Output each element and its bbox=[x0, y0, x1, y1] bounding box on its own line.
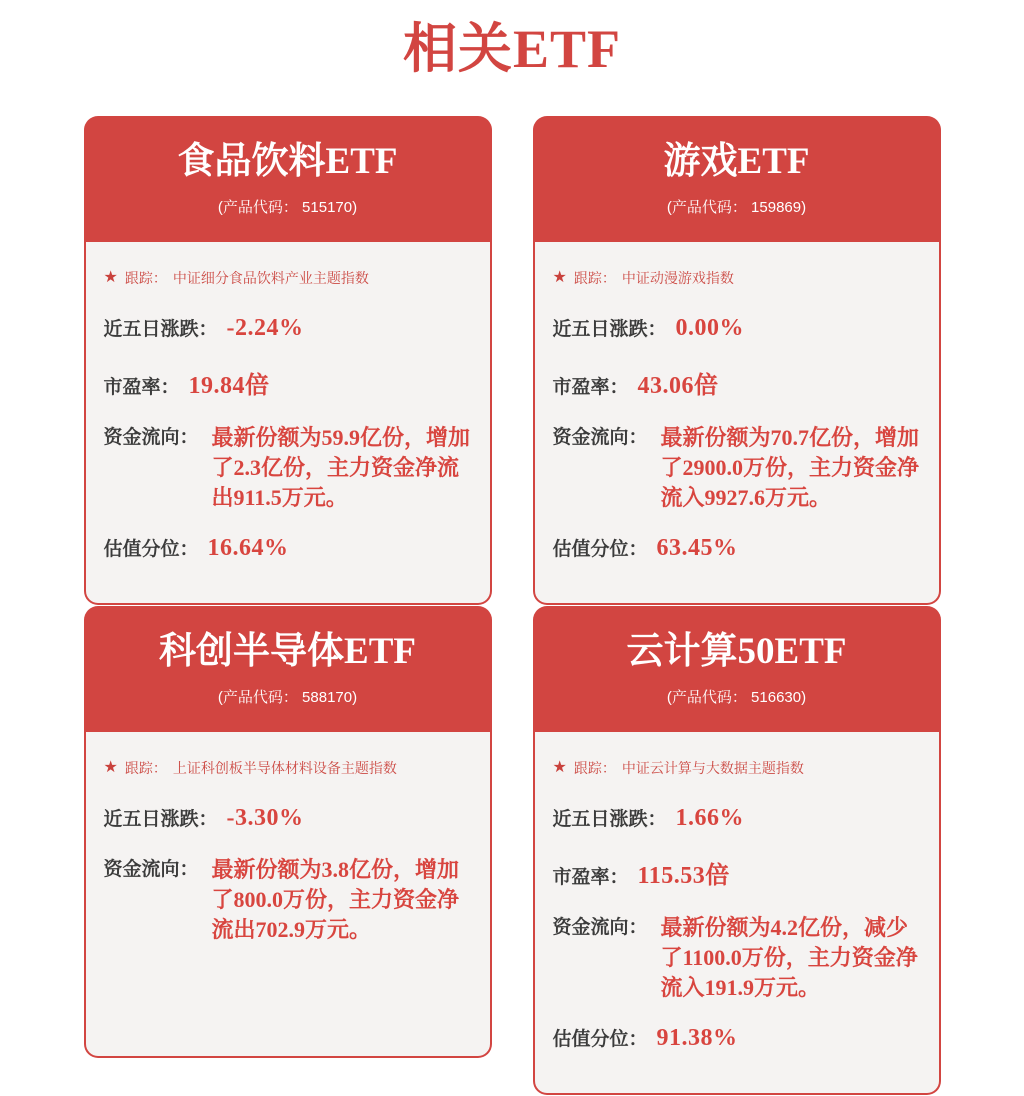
star-icon: ★ bbox=[552, 269, 567, 286]
five-day-change-label: 近五日涨跌： bbox=[552, 809, 667, 830]
track-row bbox=[553, 268, 921, 288]
etf-title: 食品饮料ETF bbox=[177, 141, 398, 182]
etf-product-code: (产品代码： 588170) bbox=[217, 689, 358, 706]
card-body bbox=[84, 242, 492, 605]
track-index: 中证云计算与大数据主题指数 bbox=[621, 760, 804, 776]
fund-flow-row bbox=[104, 423, 472, 513]
five-day-change-value: 0.00% bbox=[675, 315, 745, 341]
etf-card-gaming bbox=[533, 116, 941, 568]
valuation-percentile-label: 估值分位： bbox=[552, 539, 648, 560]
five-day-change-label: 近五日涨跌： bbox=[552, 319, 667, 340]
track-row bbox=[553, 758, 921, 778]
etf-card-food-beverage bbox=[84, 116, 492, 568]
etf-title: 科创半导体ETF bbox=[159, 631, 416, 672]
etf-card-star-semiconductor bbox=[84, 606, 492, 1058]
pe-ratio-row bbox=[553, 855, 921, 890]
fund-flow-label: 资金流向： bbox=[552, 427, 648, 448]
valuation-percentile-label: 估值分位： bbox=[552, 1029, 648, 1050]
card-header bbox=[84, 606, 492, 732]
fund-flow-row bbox=[553, 423, 921, 513]
page-title: 相关ETF bbox=[402, 19, 622, 79]
track-row bbox=[104, 758, 472, 778]
star-icon: ★ bbox=[552, 759, 567, 776]
five-day-change-row bbox=[553, 314, 921, 342]
card-header bbox=[84, 116, 492, 242]
etf-cards-grid bbox=[0, 116, 1024, 1058]
fund-flow-value: 最新份额为59.9亿份，增加了2.3亿份，主力资金净流出911.5万元。 bbox=[211, 425, 471, 510]
five-day-change-label: 近五日涨跌： bbox=[103, 319, 218, 340]
etf-title: 游戏ETF bbox=[663, 141, 810, 182]
valuation-percentile-label: 估值分位： bbox=[103, 539, 199, 560]
valuation-percentile-value: 91.38% bbox=[656, 1025, 738, 1051]
five-day-change-value: -2.24% bbox=[226, 315, 304, 341]
card-header bbox=[533, 606, 941, 732]
etf-title: 云计算50ETF bbox=[626, 631, 847, 672]
track-row bbox=[104, 268, 472, 288]
fund-flow-value: 最新份额为4.2亿份，减少了1100.0万份，主力资金净流入191.9万元。 bbox=[660, 915, 918, 1000]
five-day-change-value: -3.30% bbox=[226, 805, 304, 831]
track-label: 跟踪： bbox=[573, 270, 616, 286]
card-body bbox=[533, 242, 941, 605]
fund-flow-label: 资金流向： bbox=[103, 427, 199, 448]
etf-product-code: (产品代码： 515170) bbox=[217, 199, 358, 216]
pe-ratio-value: 115.53倍 bbox=[637, 863, 730, 889]
track-index: 上证科创板半导体材料设备主题指数 bbox=[172, 760, 397, 776]
etf-card-cloud-computing-50 bbox=[533, 606, 941, 1058]
fund-flow-value: 最新份额为70.7亿份，增加了2900.0万份，主力资金净流入9927.6万元。 bbox=[660, 425, 920, 510]
star-icon: ★ bbox=[103, 269, 118, 286]
etf-product-code: (产品代码： 516630) bbox=[666, 689, 807, 706]
fund-flow-row bbox=[104, 855, 472, 945]
valuation-percentile-value: 63.45% bbox=[656, 535, 738, 561]
five-day-change-row bbox=[553, 804, 921, 832]
five-day-change-value: 1.66% bbox=[675, 805, 745, 831]
track-label: 跟踪： bbox=[124, 760, 167, 776]
star-icon: ★ bbox=[103, 759, 118, 776]
track-index: 中证细分食品饮料产业主题指数 bbox=[172, 270, 369, 286]
track-label: 跟踪： bbox=[573, 760, 616, 776]
fund-flow-row bbox=[553, 913, 921, 1003]
pe-ratio-row bbox=[104, 365, 472, 400]
five-day-change-row bbox=[104, 804, 472, 832]
pe-ratio-value: 43.06倍 bbox=[637, 373, 719, 399]
etf-product-code: (产品代码： 159869) bbox=[666, 199, 807, 216]
valuation-percentile-value: 16.64% bbox=[207, 535, 289, 561]
card-body bbox=[533, 732, 941, 1095]
valuation-percentile-row bbox=[104, 534, 472, 562]
card-header bbox=[533, 116, 941, 242]
fund-flow-value: 最新份额为3.8亿份，增加了800.0万份，主力资金净流出702.9万元。 bbox=[211, 857, 460, 942]
fund-flow-label: 资金流向： bbox=[552, 917, 648, 938]
valuation-percentile-row bbox=[553, 534, 921, 562]
track-index: 中证动漫游戏指数 bbox=[621, 270, 734, 286]
five-day-change-label: 近五日涨跌： bbox=[103, 809, 218, 830]
track-label: 跟踪： bbox=[124, 270, 167, 286]
pe-ratio-label: 市盈率： bbox=[103, 377, 180, 398]
pe-ratio-label: 市盈率： bbox=[552, 377, 629, 398]
pe-ratio-value: 19.84倍 bbox=[188, 373, 270, 399]
pe-ratio-label: 市盈率： bbox=[552, 867, 629, 888]
valuation-percentile-row bbox=[553, 1024, 921, 1052]
five-day-change-row bbox=[104, 314, 472, 342]
fund-flow-label: 资金流向： bbox=[103, 859, 199, 880]
card-body bbox=[84, 732, 492, 1058]
pe-ratio-row bbox=[553, 365, 921, 400]
